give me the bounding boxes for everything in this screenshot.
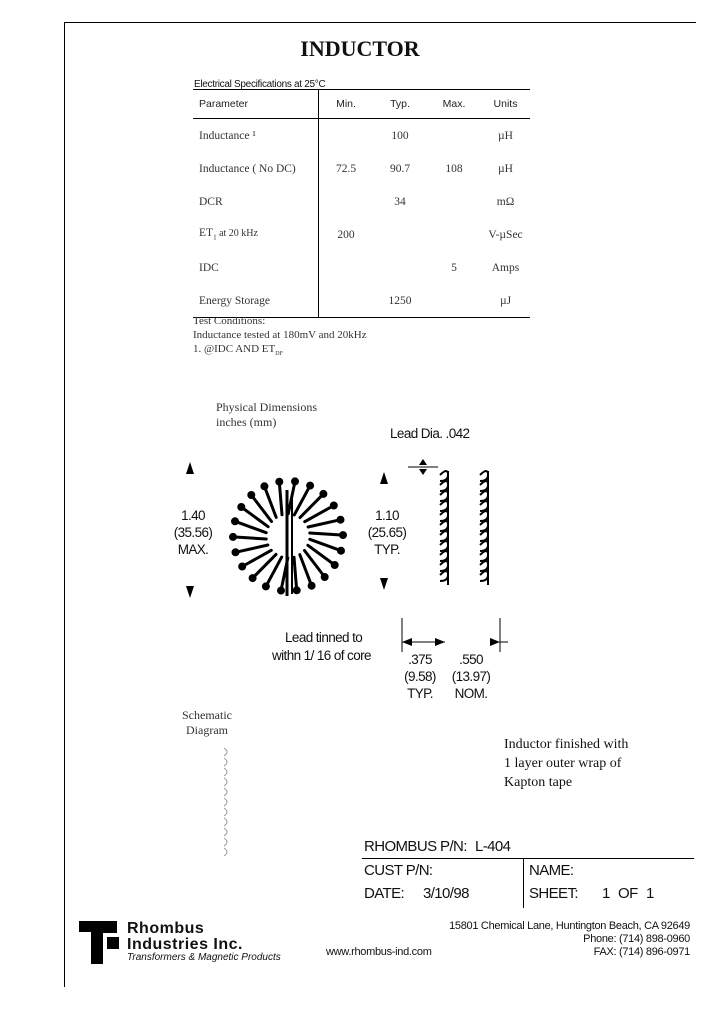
- company-address: 15801 Chemical Lane, Huntington Beach, CA 92649: [449, 920, 690, 932]
- schematic-coil-turn: [224, 828, 227, 836]
- spec-header-row: [193, 90, 530, 119]
- lead-spacing-in: .375: [408, 652, 432, 667]
- schematic-coil-turn: [224, 808, 227, 816]
- test-conditions-line2-sub: DF: [275, 351, 283, 358]
- toroid-lead-end: [233, 550, 238, 555]
- lead-spacing-label: TYP.: [407, 686, 433, 701]
- test-conditions-line1: Inductance tested at 180mV and 20kHz: [193, 329, 367, 341]
- spec-min: [319, 251, 374, 284]
- winding-turn: [440, 521, 448, 531]
- spec-min: 200: [337, 228, 355, 241]
- toroid-lead-end: [341, 533, 346, 538]
- spec-units: µJ: [481, 284, 530, 318]
- lead-tinned-line2: withn 1/ 16 of core: [272, 648, 371, 663]
- spec-parameter: IDC: [193, 251, 319, 284]
- spec-row: [193, 251, 530, 284]
- toroid-lead-end: [294, 588, 299, 593]
- header-min: Min.: [319, 90, 374, 119]
- toroid-lead-end: [250, 576, 255, 581]
- height-mm: (25.65): [367, 525, 407, 540]
- spec-units: mΩ: [496, 195, 515, 208]
- finish-note-line2: 1 layer outer wrap of: [504, 756, 622, 771]
- physical-dimensions-units: inches (mm): [216, 415, 277, 429]
- toroid-lead-end: [293, 479, 298, 484]
- header-parameter: Parameter: [193, 90, 319, 119]
- name-label: NAME:: [529, 862, 574, 879]
- toroid-lead-end: [239, 505, 244, 510]
- spec-max: [427, 284, 481, 318]
- titleblock-divider: [523, 858, 524, 908]
- toroid-lead-end: [233, 519, 238, 524]
- width-in: .550: [459, 652, 483, 667]
- outer-diameter-label: MAX.: [177, 542, 209, 557]
- winding-turn: [440, 571, 448, 581]
- specs-caption: Electrical Specifications at 25°C: [194, 79, 326, 90]
- winding-turn: [480, 481, 488, 491]
- test-conditions-line2: [193, 343, 283, 357]
- rhombus-pn-value: L-404: [475, 838, 511, 855]
- lead-spacing-mm: (9.58): [404, 669, 436, 684]
- header-typ: Typ.: [373, 90, 427, 119]
- spec-typ: 90.7: [389, 162, 411, 175]
- titleblock-rule: [362, 858, 694, 859]
- spec-row: [193, 218, 530, 251]
- toroid-lead-end: [262, 484, 267, 489]
- spec-typ: 1250: [373, 284, 427, 318]
- spec-max: 108: [445, 162, 463, 175]
- toroid-lead: [308, 520, 340, 527]
- schematic-label-line2: Diagram: [186, 723, 228, 737]
- spec-max: [427, 218, 481, 251]
- winding-turn: [440, 501, 448, 511]
- company-fax: FAX: (714) 896-0971: [593, 946, 690, 958]
- spec-typ: [373, 251, 427, 284]
- toroid-lead-end: [249, 493, 254, 498]
- schematic-coil-turn: [224, 778, 227, 786]
- winding-turn: [480, 471, 488, 481]
- spec-typ: [373, 218, 427, 251]
- spec-units: µH: [498, 129, 513, 142]
- company-website[interactable]: www.rhombus-ind.com: [326, 946, 432, 958]
- lead-diameter-label: Lead Dia. .042: [390, 426, 470, 441]
- company-name-line2: Industries Inc.: [127, 936, 243, 953]
- header-max: Max.: [427, 90, 481, 119]
- height-in: 1.10: [375, 508, 399, 523]
- lead-spacing-dimension: [400, 618, 512, 654]
- physical-dimensions-heading: Physical Dimensions: [216, 400, 317, 414]
- spec-max: 5: [451, 261, 457, 274]
- spec-min: 72.5: [335, 162, 357, 175]
- winding-turn: [480, 501, 488, 511]
- toroid-lead-end: [331, 503, 336, 508]
- spec-typ: 100: [391, 129, 409, 142]
- winding-turn: [480, 531, 488, 541]
- schematic-coil-turn: [224, 788, 227, 796]
- height-label: TYP.: [374, 542, 400, 557]
- toroid-side-view: [400, 455, 510, 590]
- spec-max: [427, 119, 481, 153]
- spec-max: [427, 185, 481, 218]
- toroid-lead-end: [263, 584, 268, 589]
- sheet-total: 1: [646, 885, 654, 902]
- spec-row: [193, 119, 530, 153]
- spec-parameter-sub: 1: [213, 233, 217, 242]
- toroid-lead-end: [338, 517, 343, 522]
- winding-turn: [480, 561, 488, 571]
- winding-turn: [440, 511, 448, 521]
- winding-turn: [480, 541, 488, 551]
- test-conditions-heading: Test Conditions:: [193, 315, 266, 327]
- toroid-lead-end: [309, 583, 314, 588]
- schematic-label-line1: Schematic: [182, 708, 232, 722]
- spec-parameter-tail: at 20 kHz: [216, 228, 258, 240]
- toroid-lead: [236, 545, 268, 552]
- schematic-coil-turn: [224, 768, 227, 776]
- winding-turn: [440, 561, 448, 571]
- schematic-coil-turn: [224, 758, 227, 766]
- sheet-label: SHEET:: [529, 885, 578, 902]
- spec-row: [193, 185, 530, 218]
- spec-parameter-main: ET: [199, 227, 214, 240]
- spec-units: V-µSec: [488, 228, 523, 241]
- spec-table: [193, 89, 530, 318]
- schematic-coil-turn: [224, 848, 227, 856]
- toroid-lead: [279, 482, 282, 515]
- outer-diameter-mm: (35.56): [173, 525, 213, 540]
- toroid-lead-end: [231, 534, 236, 539]
- rhombus-logo-icon: [79, 919, 123, 965]
- winding-turn: [440, 471, 448, 481]
- toroid-lead-end: [277, 479, 282, 484]
- header-units: Units: [481, 90, 530, 119]
- winding-turn: [480, 521, 488, 531]
- schematic-coil-turn: [224, 798, 227, 806]
- spec-parameter: DCR: [193, 185, 319, 218]
- winding-turn: [440, 531, 448, 541]
- spec-min: [319, 119, 374, 153]
- company-phone: Phone: (714) 898-0960: [583, 933, 690, 945]
- spec-units: µH: [498, 162, 513, 175]
- outer-diameter-arrows: [180, 462, 200, 612]
- spec-parameter: Energy Storage: [193, 284, 319, 318]
- winding-turn: [440, 481, 448, 491]
- page-title: INDUCTOR: [300, 36, 420, 61]
- toroid-top-view: [226, 468, 350, 600]
- company-name-line1: Rhombus: [127, 920, 205, 937]
- company-tagline: Transformers & Magnetic Products: [127, 952, 281, 963]
- winding-turn: [440, 551, 448, 561]
- toroid-lead-end: [240, 564, 245, 569]
- sheet-number: 1: [602, 885, 610, 902]
- height-arrows: [374, 472, 394, 592]
- date-value: 3/10/98: [423, 885, 469, 902]
- spec-min: [319, 185, 374, 218]
- winding-turn: [480, 511, 488, 521]
- cust-pn-label: CUST P/N:: [364, 862, 433, 879]
- toroid-lead-end: [279, 588, 284, 593]
- finish-note-line3: Kapton tape: [504, 775, 573, 790]
- spec-units: Amps: [491, 261, 520, 274]
- spec-parameter: Inductance ¹: [193, 119, 319, 153]
- spec-min: [319, 284, 374, 318]
- toroid-lead: [233, 537, 266, 539]
- schematic-coil-turn: [224, 818, 227, 826]
- outer-diameter-in: 1.40: [181, 508, 205, 523]
- winding-turn: [480, 571, 488, 581]
- toroid-lead: [294, 557, 297, 590]
- toroid-lead-end: [339, 548, 344, 553]
- toroid-lead-end: [308, 483, 313, 488]
- toroid-lead-end: [332, 563, 337, 568]
- toroid-lead-end: [321, 491, 326, 496]
- width-mm: (13.97): [451, 669, 491, 684]
- spec-typ: 34: [394, 195, 406, 208]
- spec-row: [193, 152, 530, 185]
- test-conditions-line2-text: 1. @IDC AND ET: [193, 343, 276, 355]
- toroid-lead: [310, 533, 343, 535]
- width-label: NOM.: [454, 686, 488, 701]
- toroid-lead-end: [322, 575, 327, 580]
- spec-row: [193, 284, 530, 318]
- spec-parameter: [193, 218, 319, 251]
- schematic-coil-turn: [224, 838, 227, 846]
- winding-turn: [440, 491, 448, 501]
- finish-note-line1: Inductor finished with: [504, 737, 629, 752]
- winding-turn: [480, 551, 488, 561]
- spec-parameter: Inductance ( No DC): [193, 152, 319, 185]
- schematic-diagram: [212, 742, 242, 872]
- winding-turn: [440, 541, 448, 551]
- lead-tinned-line1: Lead tinned to: [285, 630, 363, 645]
- date-label: DATE:: [364, 885, 405, 902]
- winding-turn: [480, 491, 488, 501]
- sheet-of: OF: [618, 885, 638, 902]
- rhombus-pn-label: RHOMBUS P/N:: [364, 838, 467, 855]
- schematic-coil-turn: [224, 748, 227, 756]
